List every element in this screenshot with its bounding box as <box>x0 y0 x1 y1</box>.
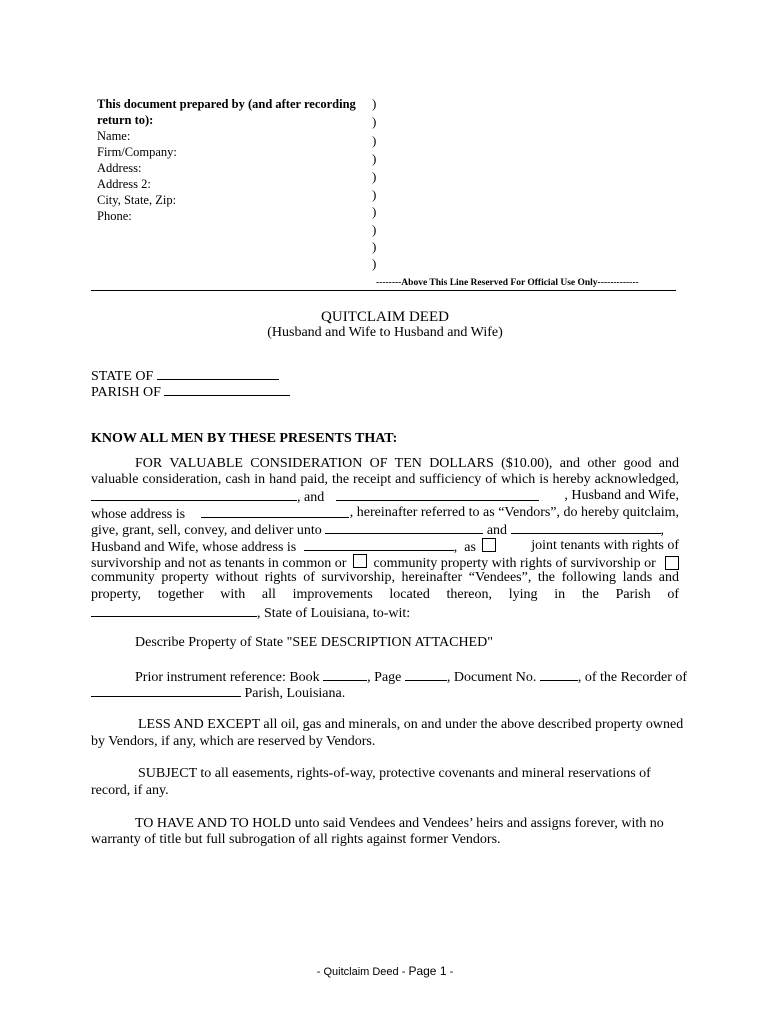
preparer-address-field: Address: <box>97 161 142 175</box>
prior-page-text: , Page <box>367 670 402 685</box>
and-text-2: and <box>486 523 508 538</box>
paren: ) <box>372 151 377 166</box>
preparer-phone-field: Phone: <box>97 209 132 223</box>
recorder-parish-blank[interactable] <box>91 684 241 697</box>
preparer-address2-field: Address 2: <box>97 177 151 191</box>
document-number-blank[interactable] <box>540 668 578 681</box>
paren: ) <box>372 222 377 237</box>
paren: ) <box>372 133 377 148</box>
footer-prefix: - Quitclaim Deed - <box>316 966 406 978</box>
official-use-divider <box>91 290 676 291</box>
paren: ) <box>372 169 377 184</box>
prior-recorder-text: , of the Recorder of <box>577 670 688 685</box>
subject-to-line-2: record, if any. <box>91 783 169 798</box>
vendors-reference-text: , hereinafter referred to as “Vendors”, do hereby quitclaim, <box>349 505 679 520</box>
preparer-heading-line2: return to): <box>97 113 154 127</box>
and-text: , and <box>297 490 325 505</box>
community-without-survivorship-checkbox[interactable] <box>665 556 679 570</box>
preparer-name-field: Name: <box>97 129 131 143</box>
parish-of-line <box>91 383 290 401</box>
parish-louisiana-text: Parish, Louisiana. <box>244 686 346 701</box>
vendor-1-blank[interactable] <box>91 488 297 501</box>
footer-suffix: - <box>449 966 454 978</box>
vendees-definition-line: community property without rights of survivorship, hereinafter “Vendees”, the following lands and <box>91 570 679 585</box>
less-except-line-2: by Vendors, if any, which are reserved by Vendors. <box>91 734 376 749</box>
community-with-survivorship-checkbox[interactable] <box>353 554 367 568</box>
comma-text: , <box>660 523 665 538</box>
property-parish-blank[interactable] <box>91 604 257 617</box>
paren: ) <box>372 114 377 129</box>
habendum-line-2: warranty of title but full subrogation of all rights against former Vendors. <box>91 832 501 847</box>
vendees-address-blank[interactable] <box>304 538 454 551</box>
vendors-address-blank[interactable] <box>201 505 349 518</box>
page-subtitle: (Husband and Wife to Husband and Wife) <box>267 325 503 340</box>
vendees-whose-address-text: Husband and Wife, whose address is <box>91 540 297 555</box>
state-louisiana-text: , State of Louisiana, to-wit: <box>257 606 411 621</box>
preparer-block <box>97 96 356 224</box>
footer-page-number: Page 1 <box>408 964 447 978</box>
joint-tenants-checkbox[interactable] <box>482 538 496 552</box>
preparer-city-state-zip-field: City, State, Zip: <box>97 193 177 207</box>
property-description: Describe Property of State "SEE DESCRIPTION ATTACHED" <box>135 635 493 650</box>
vendors-names-line <box>91 488 679 506</box>
parish-of-label: PARISH OF <box>91 385 161 400</box>
subject-to-line-1: SUBJECT to all easements, rights-of-way, protective covenants and mineral reservations of <box>138 766 651 781</box>
consideration-line-2: valuable consideration, cash in hand paid, the receipt and sufficiency of which is hereby acknowledged, <box>91 472 679 487</box>
recorder-parish-line <box>91 684 345 702</box>
survivorship-text: survivorship and not as tenants in common or <box>91 556 347 571</box>
property-line: property, together with all improvements located thereon, lying in the Parish of <box>91 587 679 602</box>
consideration-line-1: FOR VALUABLE CONSIDERATION OF TEN DOLLARS ($10.00), and other good and <box>135 456 679 471</box>
husband-wife-text: , Husband and Wife, <box>564 488 679 503</box>
joint-tenants-text: joint tenants with rights of <box>531 538 679 553</box>
as-text: , as <box>453 540 476 555</box>
paren: ) <box>372 204 377 219</box>
habendum-line-1: TO HAVE AND TO HOLD unto said Vendees and Vendees’ heirs and assigns forever, with no <box>135 816 664 831</box>
paren: ) <box>372 96 377 111</box>
parish-blank[interactable] <box>164 383 290 396</box>
prior-doc-text: , Document No. <box>446 670 537 685</box>
less-except-line-1: LESS AND EXCEPT all oil, gas and minerals, on and under the above described property owned <box>138 717 684 732</box>
preparer-firm-field: Firm/Company: <box>97 145 177 159</box>
page-title: QUITCLAIM DEED <box>321 309 449 325</box>
deliver-unto-text: give, grant, sell, convey, and deliver unto <box>91 523 322 538</box>
paren: ) <box>372 256 377 271</box>
vendee-2-blank[interactable] <box>511 521 661 534</box>
book-blank[interactable] <box>323 668 367 681</box>
page-blank[interactable] <box>405 668 447 681</box>
community-with-survivorship-text: community property with rights of survivorship or <box>373 556 656 571</box>
state-blank[interactable] <box>157 367 279 380</box>
know-all-men-heading: KNOW ALL MEN BY THESE PRESENTS THAT: <box>91 431 398 446</box>
paren: ) <box>372 239 377 254</box>
page-footer <box>0 964 770 978</box>
whose-address-text: whose address is <box>91 507 186 522</box>
official-use-note: --------Above This Line Reserved For Official Use Only------------- <box>376 278 639 288</box>
paren: ) <box>372 187 377 202</box>
vendees-names-line <box>91 521 679 539</box>
state-of-label: STATE OF <box>91 369 154 384</box>
preparer-heading-line1: This document prepared by (and after recording <box>97 97 356 111</box>
parish-state-line <box>91 604 410 622</box>
vendee-1-blank[interactable] <box>325 521 483 534</box>
vendor-2-blank[interactable] <box>336 488 539 501</box>
prior-book-text: Prior instrument reference: Book <box>135 670 320 685</box>
